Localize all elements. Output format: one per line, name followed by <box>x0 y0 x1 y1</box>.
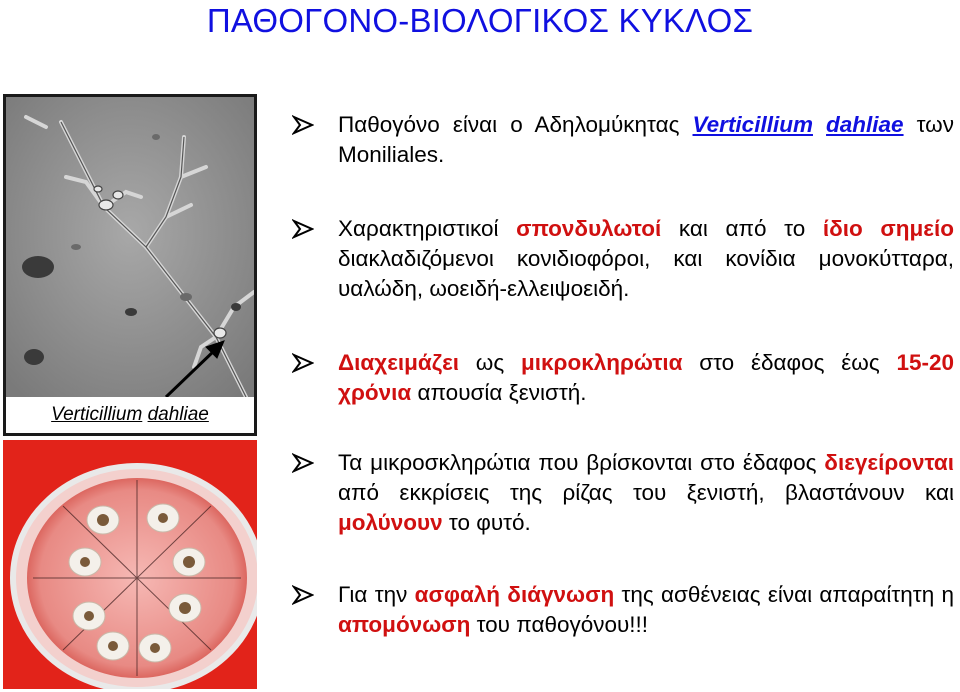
bullet-characteristics <box>290 214 954 304</box>
arrow-bullet-icon <box>292 115 314 135</box>
bullet-overwintering <box>290 348 954 408</box>
arrow-bullet-icon <box>292 453 314 473</box>
b5-t2: της ασθένειας είναι απαραίτητη η <box>614 582 954 607</box>
b1-post: των Moniliales. <box>338 112 954 167</box>
arrow-bullet-icon <box>292 585 314 605</box>
b3-h1: Διαχειμάζει <box>338 350 460 375</box>
b4-h1: διεγείρονται <box>824 450 954 475</box>
b1-species: dahliae <box>826 112 904 137</box>
b2-t1: Χαρακτηριστικοί <box>338 216 517 241</box>
b5-h2: απομόνωση <box>338 612 471 637</box>
bullet-germination <box>290 448 954 538</box>
caption-species: dahliae <box>147 404 209 425</box>
b3-h2: μικροκληρώτια <box>520 350 683 375</box>
b3-t2: στο έδαφος έως <box>682 350 897 375</box>
petri-dish-image <box>3 440 257 689</box>
b1-pre: Παθογόνο είναι ο Αδηλομύκητας <box>338 112 693 137</box>
arrow-bullet-icon <box>292 353 314 373</box>
page-title: ΠΑΘΟΓΟΝΟ-ΒΙΟΛΟΓΙΚΟΣ ΚΥΚΛΟΣ <box>206 2 754 39</box>
bullet-diagnosis <box>290 580 954 640</box>
caption-genus: Verticillium <box>51 404 143 425</box>
bullet-pathogen <box>290 110 954 170</box>
b2-h1: σπονδυλωτοί <box>516 216 662 241</box>
b1-genus: Verticillium <box>692 112 813 137</box>
b4-t2: από εκκρίσεις της ρίζας του ξενιστή, βλαστάνουν και <box>338 480 954 505</box>
b4-h2: μολύνουν <box>338 510 443 535</box>
b5-h1: ασφαλή διάγνωση <box>414 582 615 607</box>
b3-t1: ως <box>459 350 521 375</box>
b4-t3: το φυτό. <box>442 510 531 535</box>
b2-t2: και από το <box>661 216 823 241</box>
b4-t1: Τα μικροσκληρώτια που βρίσκονται στο έδαφος <box>338 450 825 475</box>
b3-h3: 15-20 χρόνια <box>338 350 954 405</box>
b2-h2: ίδιο σημείο <box>822 216 954 241</box>
b5-t3: του παθογόνου!!! <box>470 612 649 637</box>
b3-t3: απουσία ξενιστή. <box>411 380 587 405</box>
b5-t1: Για την <box>338 582 415 607</box>
b2-t3: διακλαδιζόμενοι κονιδιοφόροι, και κονίδια μονοκύτταρα, υαλώδη, ωοειδή-ελλειψοειδή. <box>338 246 954 301</box>
arrow-bullet-icon <box>292 219 314 239</box>
microscope-image <box>3 94 257 436</box>
micro-caption <box>6 397 254 433</box>
